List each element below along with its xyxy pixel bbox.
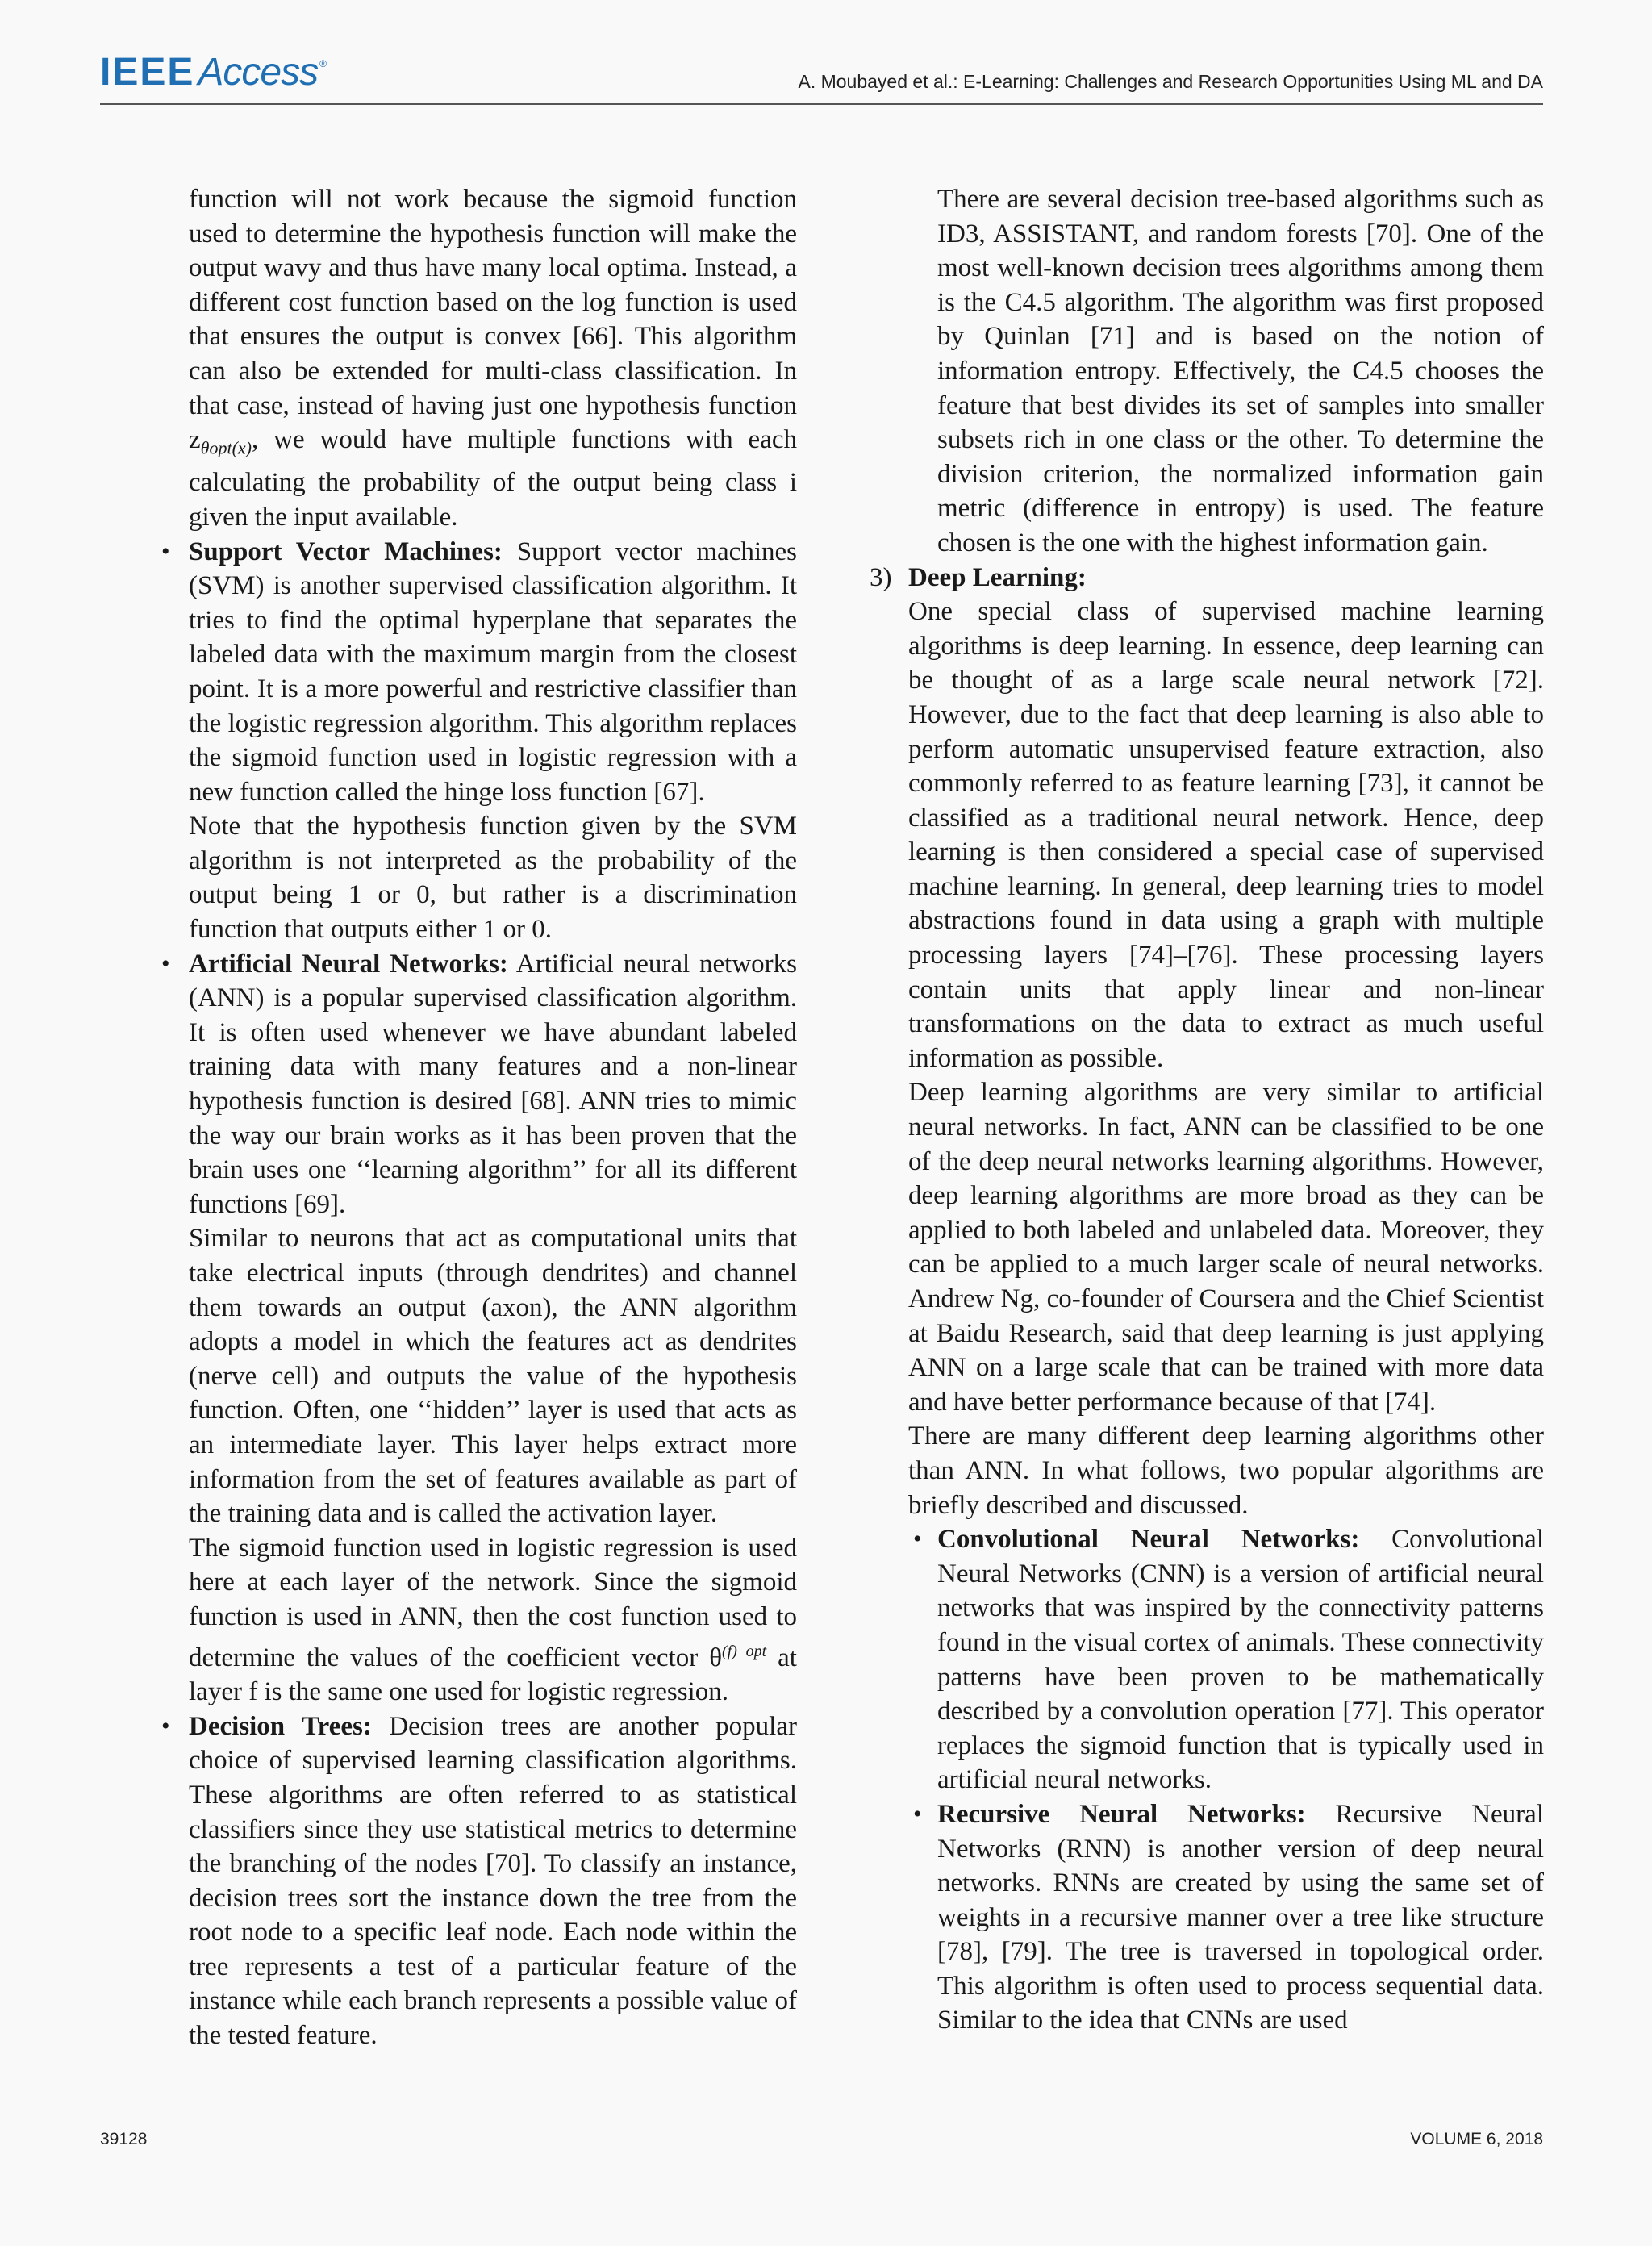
svm-note: Note that the hypothesis function given by the SVM algorithm is not interpreted as the probability of the output being 1 or 0, but rather is a discrimination function that outputs either 1 or 0. xyxy=(189,812,797,945)
section-number: 3) xyxy=(870,562,892,592)
cnn-text: Convolutional Neural Networks (CNN) is a version of artificial neural networks that was inspired by the connectivity patterns found in the visual cortex of animals. These connectivity patterns have been proven to be mathematically described by a convolution operation [77]. This operator replaces the sigmoid function that is typically used in artificial neural networks. xyxy=(937,1525,1544,1795)
svm-title: Support Vector Machines: xyxy=(189,536,503,566)
logo-ieee-text: IEEE xyxy=(100,51,195,94)
page-header xyxy=(100,47,1543,105)
rnn-text: Recursive Neural Networks (RNN) is another version of deep neural networks. RNNs are created by using the same set of weights in a recursive manner over a tree like structure [78], [79]. The tree is traversed in topological order. This algorithm is often used to process sequential data. Similar to the idea that CNNs are used xyxy=(937,1799,1544,2035)
volume-label: VOLUME 6, 2018 xyxy=(1410,2130,1543,2148)
list-item-svm xyxy=(161,535,797,947)
list-item-rnn xyxy=(913,1797,1544,2038)
ann-title: Artificial Neural Networks: xyxy=(189,949,508,979)
list-item-decision-trees xyxy=(161,1710,797,2053)
ann-text: Artificial neural networks (ANN) is a popular supervised classification algorithm. It is often used whenever we have abundant labeled training data with many features and a non-linear hypothesis function is desired [68]. ANN tries to mimic the way our brain works as it has been proven that the brain uses one ‘‘learning algorithm’’ for all its different functions [69]. xyxy=(189,949,797,1219)
deep-learning-title: Deep Learning: xyxy=(908,562,1087,592)
section-deep-learning xyxy=(870,561,1544,2039)
ieee-access-logo xyxy=(100,50,327,98)
right-column xyxy=(870,182,1544,2038)
paragraph-decision-tree-algorithms: There are several decision tree-based algorithms such as ID3, ASSISTANT, and random forests [70]. One of the most well-known decision trees algorithms among them is the C4.5 algorithm. The algorithm was first proposed by Quinlan [71] and is based on the notion of information entropy. Effectively, the C4.5 chooses the feature that best divides its set of samples into smaller subsets rich in one class or the other. To determine the division criterion, the normalized information gain metric (difference in entropy) is used. The feature chosen is the one with the highest information gain. xyxy=(937,185,1544,557)
logo-access-text: Access xyxy=(198,51,319,94)
paragraph-logistic-continued: function will not work because the sigmoid function used to determine the hypothesis function will make the output wavy and thus have many local optima. Instead, a different cost function based on the log function is used that ensures the output is convex [66]. This algorithm can also be extended for multi-class classification. In that case, instead of having just one hypothesis function $z_{\theta opt(x)}$, we would have multiple functions with each calculating the probability of the output being class i given the input available. xyxy=(189,185,797,532)
svm-text: Support vector machines (SVM) is another supervised classification algorithm. It tries to find the optimal hyperplane that separates the labeled data with the maximum margin from the closest point. It is a more powerful and restrictive classifier than the logistic regression algorithm. This algorithm replaces the sigmoid function used in logistic regression with a new function called the hinge loss function [67]. xyxy=(189,536,797,807)
math-f-opt: (f) opt xyxy=(722,1642,767,1660)
deep-learning-paragraph-2: Deep learning algorithms are very similar to artificial neural networks. In fact, ANN can be classified to be one of the deep neural networks learning algorithms. However, deep learning algorithms are more broad as they can be applied to both labeled and unlabeled data. Moreover, they can be applied to a much larger scale of neural networks. Andrew Ng, co-founder of Coursera and the Chief Scientist at Baidu Research, said that deep learning is just applying ANN on a large scale that can be trained with more data and have better performance because of that [74]. xyxy=(908,1078,1544,1417)
list-item-ann xyxy=(161,947,797,1710)
list-item-cnn xyxy=(913,1522,1544,1797)
bullet-icon: • xyxy=(161,1712,170,1739)
rnn-title: Recursive Neural Networks: xyxy=(937,1799,1306,1829)
bullet-icon: • xyxy=(161,950,170,977)
running-head: A. Moubayed et al.: E-Learning: Challenges and Research Opportunities Using ML and DA xyxy=(798,71,1543,92)
bullet-icon: • xyxy=(913,1526,922,1553)
dt-text: Decision trees are another popular choice of supervised learning classification algorithms. These algorithms are often referred to as statistical classifiers since they use statistical metrics to determine the branching of the nodes [70]. To classify an instance, decision trees sort the instance down the tree from the root node to a specific leaf node. Each node within the tree represents a test of a particular feature of the instance while each branch represents a possible value of the tested feature. xyxy=(189,1711,797,2051)
deep-learning-paragraph-3: There are many different deep learning algorithms other than ANN. In what follows, two popular algorithms are briefly described and discussed. xyxy=(908,1421,1544,1520)
logo-trademark: ® xyxy=(319,58,327,69)
left-column xyxy=(161,182,797,2053)
deep-learning-paragraph-1: One special class of supervised machine learning algorithms is deep learning. In essence, deep learning can be thought of as a large scale neural network [72]. However, due to the fact that deep learning is also able to perform automatic unsupervised feature extraction, also commonly referred to as feature learning [73], it cannot be classified as a traditional neural network. Hence, deep learning is then considered a special case of supervised machine learning. In general, deep learning tries to model abstractions found in data using a graph with multiple processing layers [74]–[76]. These processing layers contain units that apply linear and non-linear transformations on the data to extract as much useful information as possible. xyxy=(908,597,1544,1073)
bullet-icon: • xyxy=(913,1800,922,1827)
page-number: 39128 xyxy=(100,2130,148,2148)
dt-title: Decision Trees: xyxy=(189,1711,372,1741)
ann-paragraph-2: Similar to neurons that act as computational units that take electrical inputs (through dendrites) and channel them towards an output (axon), the ANN algorithm adopts a model in which the features act as dendrites (nerve cell) and outputs the value of the hypothesis function. Often, one ‘‘hidden’’ layer is used that acts as an intermediate layer. This layer helps extract more information from the set of features available as part of the training data and is called the activation layer. xyxy=(189,1224,797,1529)
bullet-icon: • xyxy=(161,537,170,565)
cnn-title: Convolutional Neural Networks: xyxy=(937,1525,1360,1555)
ann-paragraph-3: The sigmoid function used in logistic regression is used here at each layer of the network. Since the sigmoid function is used in ANN, then the cost function used to determine the values of the coefficient vector $\theta^{(f) opt}$ at layer f is the same one used for logistic regression. xyxy=(189,1533,797,1707)
math-theta-opt: θopt(x) xyxy=(200,437,252,458)
